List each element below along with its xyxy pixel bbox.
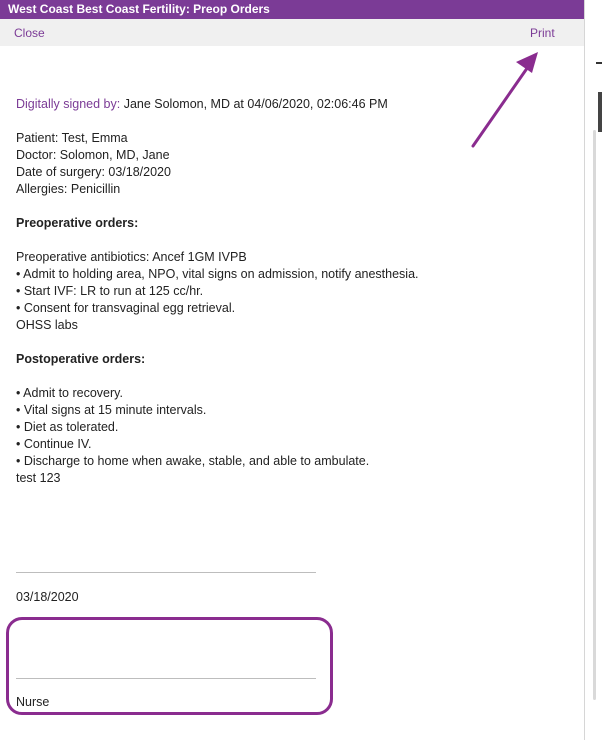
signature-date: 03/18/2020 bbox=[16, 590, 79, 604]
preop-heading: Preoperative orders: bbox=[16, 216, 139, 230]
scrollbar-thumb[interactable] bbox=[593, 130, 596, 700]
close-button[interactable]: Close bbox=[14, 26, 45, 40]
postop-section bbox=[16, 351, 556, 487]
postop-line: • Diet as tolerated. bbox=[16, 420, 119, 434]
signature-value: Jane Solomon, MD at 04/06/2020, 02:06:46 PM bbox=[120, 97, 388, 111]
preop-section bbox=[16, 215, 556, 334]
background-edge-mark bbox=[596, 62, 602, 64]
patient-info-line: Patient: Test, Emma bbox=[16, 131, 128, 145]
postop-line: • Vital signs at 15 minute intervals. bbox=[16, 403, 207, 417]
nurse-label: Nurse bbox=[16, 695, 50, 709]
postop-line: • Discharge to home when awake, stable, and able to ambulate. bbox=[16, 454, 370, 468]
background-edge-mark bbox=[598, 92, 602, 132]
pointer-arrow-icon bbox=[460, 40, 550, 160]
nurse-signature-highlight bbox=[6, 617, 333, 715]
signature-label: Digitally signed by: bbox=[16, 97, 121, 111]
postop-heading: Postoperative orders: bbox=[16, 352, 146, 366]
preop-line: • Start IVF: LR to run at 125 cc/hr. bbox=[16, 284, 204, 298]
preop-line: Preoperative antibiotics: Ancef 1GM IVPB bbox=[16, 250, 247, 264]
preop-line: • Consent for transvaginal egg retrieval. bbox=[16, 301, 236, 315]
doctor-signature-line bbox=[16, 572, 316, 573]
postop-line: • Admit to recovery. bbox=[16, 386, 123, 400]
print-button[interactable]: Print bbox=[530, 26, 555, 40]
patient-info-line: Date of surgery: 03/18/2020 bbox=[16, 165, 171, 179]
patient-info-line: Allergies: Penicillin bbox=[16, 182, 121, 196]
patient-info-line: Doctor: Solomon, MD, Jane bbox=[16, 148, 170, 162]
preop-line: • Admit to holding area, NPO, vital signs on admission, notify anesthesia. bbox=[16, 267, 419, 281]
window-title: West Coast Best Coast Fertility: Preop Orders bbox=[0, 0, 584, 19]
postop-line: • Continue IV. bbox=[16, 437, 92, 451]
preop-line: OHSS labs bbox=[16, 318, 78, 332]
postop-line: test 123 bbox=[16, 471, 61, 485]
